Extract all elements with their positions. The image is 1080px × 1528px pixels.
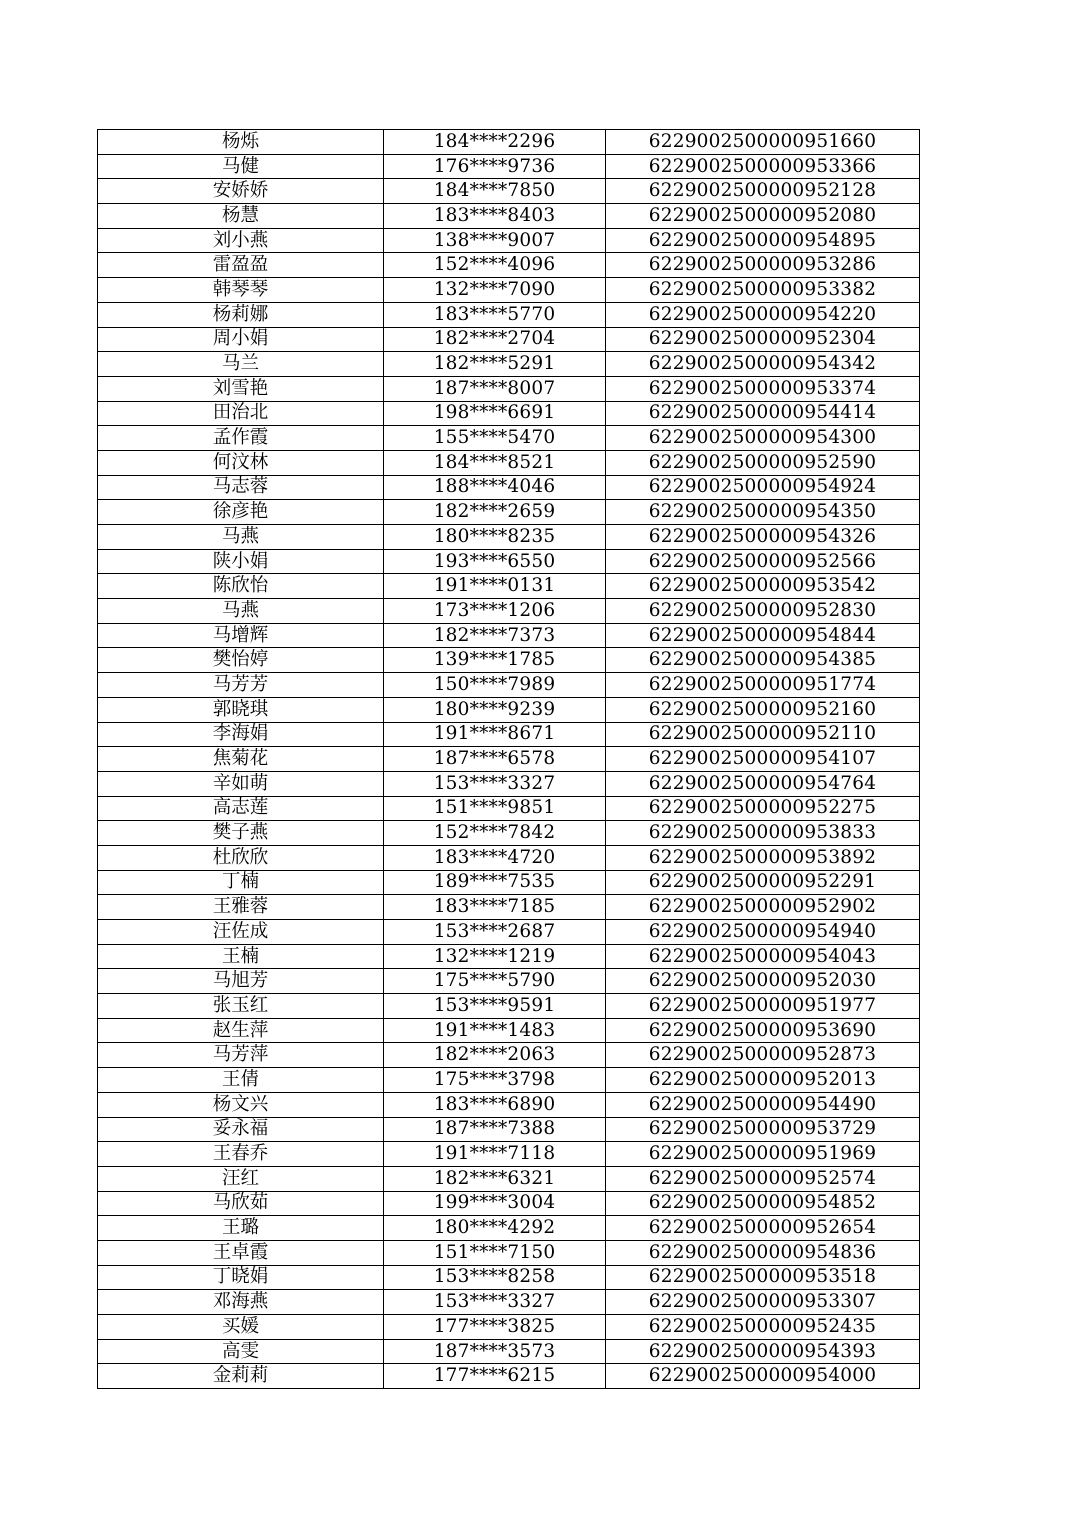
card-number-cell: 6229002500000954895 xyxy=(606,228,920,253)
table-row xyxy=(98,1092,920,1117)
name-cell: 徐彦艳 xyxy=(98,500,384,525)
phone-cell: 152****7842 xyxy=(384,821,606,846)
phone-cell: 139****1785 xyxy=(384,648,606,673)
card-number-cell: 6229002500000953729 xyxy=(606,1117,920,1142)
card-number-cell: 6229002500000954393 xyxy=(606,1339,920,1364)
phone-cell: 153****9591 xyxy=(384,994,606,1019)
phone-cell: 182****6321 xyxy=(384,1166,606,1191)
name-cell: 杨莉娜 xyxy=(98,302,384,327)
card-number-cell: 6229002500000953366 xyxy=(606,154,920,179)
card-number-cell: 6229002500000952160 xyxy=(606,697,920,722)
name-cell: 妥永福 xyxy=(98,1117,384,1142)
table-row xyxy=(98,796,920,821)
table-row xyxy=(98,327,920,352)
table-row xyxy=(98,1191,920,1216)
phone-cell: 191****0131 xyxy=(384,574,606,599)
table-row xyxy=(98,426,920,451)
name-cell: 王卓霞 xyxy=(98,1240,384,1265)
phone-cell: 175****5790 xyxy=(384,969,606,994)
name-cell: 杨慧 xyxy=(98,204,384,229)
table-row xyxy=(98,994,920,1019)
table-row xyxy=(98,278,920,303)
phone-cell: 191****7118 xyxy=(384,1142,606,1167)
phone-cell: 153****2687 xyxy=(384,920,606,945)
name-cell: 何汶林 xyxy=(98,450,384,475)
table-row xyxy=(98,1240,920,1265)
table-row xyxy=(98,1290,920,1315)
table-row xyxy=(98,549,920,574)
card-number-cell: 6229002500000952030 xyxy=(606,969,920,994)
name-cell: 焦菊花 xyxy=(98,747,384,772)
phone-cell: 183****5770 xyxy=(384,302,606,327)
phone-cell: 173****1206 xyxy=(384,599,606,624)
table-row xyxy=(98,870,920,895)
card-number-cell: 6229002500000952291 xyxy=(606,870,920,895)
name-cell: 刘小燕 xyxy=(98,228,384,253)
phone-cell: 187****7388 xyxy=(384,1117,606,1142)
phone-cell: 152****4096 xyxy=(384,253,606,278)
card-number-cell: 6229002500000954940 xyxy=(606,920,920,945)
card-number-cell: 6229002500000954300 xyxy=(606,426,920,451)
table-row xyxy=(98,623,920,648)
phone-cell: 187****6578 xyxy=(384,747,606,772)
card-number-cell: 6229002500000953892 xyxy=(606,845,920,870)
name-cell: 李海娟 xyxy=(98,722,384,747)
table-row xyxy=(98,302,920,327)
phone-cell: 176****9736 xyxy=(384,154,606,179)
card-number-cell: 6229002500000952435 xyxy=(606,1315,920,1340)
card-number-cell: 6229002500000952574 xyxy=(606,1166,920,1191)
card-number-cell: 6229002500000952275 xyxy=(606,796,920,821)
phone-cell: 184****8521 xyxy=(384,450,606,475)
phone-cell: 183****4720 xyxy=(384,845,606,870)
table-row xyxy=(98,1043,920,1068)
name-cell: 陈欣怡 xyxy=(98,574,384,599)
table-row xyxy=(98,228,920,253)
phone-cell: 191****8671 xyxy=(384,722,606,747)
name-cell: 高志莲 xyxy=(98,796,384,821)
name-cell: 马旭芳 xyxy=(98,969,384,994)
table-row xyxy=(98,1265,920,1290)
card-number-cell: 6229002500000954000 xyxy=(606,1364,920,1389)
card-number-cell: 6229002500000952304 xyxy=(606,327,920,352)
card-number-cell: 6229002500000953542 xyxy=(606,574,920,599)
name-cell: 高雯 xyxy=(98,1339,384,1364)
name-cell: 田治北 xyxy=(98,401,384,426)
card-number-cell: 6229002500000953286 xyxy=(606,253,920,278)
table-row xyxy=(98,648,920,673)
card-number-cell: 6229002500000953833 xyxy=(606,821,920,846)
name-cell: 韩琴琴 xyxy=(98,278,384,303)
card-number-cell: 6229002500000954844 xyxy=(606,623,920,648)
phone-cell: 132****7090 xyxy=(384,278,606,303)
table-row xyxy=(98,697,920,722)
phone-cell: 132****1219 xyxy=(384,944,606,969)
name-cell: 赵生萍 xyxy=(98,1018,384,1043)
name-cell: 王楠 xyxy=(98,944,384,969)
card-number-cell: 6229002500000954220 xyxy=(606,302,920,327)
table-row xyxy=(98,475,920,500)
phone-cell: 175****3798 xyxy=(384,1068,606,1093)
name-cell: 买媛 xyxy=(98,1315,384,1340)
name-cell: 马芳芳 xyxy=(98,673,384,698)
card-number-cell: 6229002500000953690 xyxy=(606,1018,920,1043)
name-cell: 王雅蓉 xyxy=(98,895,384,920)
phone-cell: 153****8258 xyxy=(384,1265,606,1290)
table-row xyxy=(98,574,920,599)
card-number-cell: 6229002500000954107 xyxy=(606,747,920,772)
phone-cell: 187****3573 xyxy=(384,1339,606,1364)
phone-cell: 183****7185 xyxy=(384,895,606,920)
card-number-cell: 6229002500000954836 xyxy=(606,1240,920,1265)
name-cell: 樊怡婷 xyxy=(98,648,384,673)
name-cell: 安娇娇 xyxy=(98,179,384,204)
table-row xyxy=(98,771,920,796)
table-row xyxy=(98,722,920,747)
phone-cell: 182****2704 xyxy=(384,327,606,352)
card-number-cell: 6229002500000954043 xyxy=(606,944,920,969)
card-number-cell: 6229002500000954924 xyxy=(606,475,920,500)
card-number-cell: 6229002500000954385 xyxy=(606,648,920,673)
table-row xyxy=(98,599,920,624)
name-cell: 马兰 xyxy=(98,352,384,377)
name-cell: 樊子燕 xyxy=(98,821,384,846)
card-number-cell: 6229002500000952654 xyxy=(606,1216,920,1241)
card-number-cell: 6229002500000952128 xyxy=(606,179,920,204)
table-row xyxy=(98,525,920,550)
phone-cell: 177****6215 xyxy=(384,1364,606,1389)
table-row xyxy=(98,895,920,920)
name-cell: 辛如萌 xyxy=(98,771,384,796)
table-row xyxy=(98,1068,920,1093)
card-number-cell: 6229002500000952902 xyxy=(606,895,920,920)
phone-cell: 189****7535 xyxy=(384,870,606,895)
card-number-cell: 6229002500000954490 xyxy=(606,1092,920,1117)
name-cell: 陕小娟 xyxy=(98,549,384,574)
roster-table-body xyxy=(98,130,920,1389)
table-row xyxy=(98,154,920,179)
name-cell: 汪红 xyxy=(98,1166,384,1191)
roster-table xyxy=(97,129,920,1389)
name-cell: 杨文兴 xyxy=(98,1092,384,1117)
table-row xyxy=(98,747,920,772)
phone-cell: 153****3327 xyxy=(384,1290,606,1315)
table-row xyxy=(98,500,920,525)
card-number-cell: 6229002500000953518 xyxy=(606,1265,920,1290)
table-row xyxy=(98,920,920,945)
name-cell: 马健 xyxy=(98,154,384,179)
phone-cell: 191****1483 xyxy=(384,1018,606,1043)
card-number-cell: 6229002500000952873 xyxy=(606,1043,920,1068)
name-cell: 丁晓娟 xyxy=(98,1265,384,1290)
name-cell: 马燕 xyxy=(98,599,384,624)
card-number-cell: 6229002500000953382 xyxy=(606,278,920,303)
table-row xyxy=(98,253,920,278)
table-row xyxy=(98,969,920,994)
table-row xyxy=(98,179,920,204)
table-row xyxy=(98,1117,920,1142)
name-cell: 马欣茹 xyxy=(98,1191,384,1216)
phone-cell: 198****6691 xyxy=(384,401,606,426)
phone-cell: 153****3327 xyxy=(384,771,606,796)
name-cell: 张玉红 xyxy=(98,994,384,1019)
phone-cell: 184****2296 xyxy=(384,130,606,155)
card-number-cell: 6229002500000953307 xyxy=(606,1290,920,1315)
name-cell: 刘雪艳 xyxy=(98,376,384,401)
card-number-cell: 6229002500000954342 xyxy=(606,352,920,377)
card-number-cell: 6229002500000954326 xyxy=(606,525,920,550)
phone-cell: 180****8235 xyxy=(384,525,606,550)
card-number-cell: 6229002500000952830 xyxy=(606,599,920,624)
table-row xyxy=(98,1315,920,1340)
card-number-cell: 6229002500000951660 xyxy=(606,130,920,155)
table-row xyxy=(98,204,920,229)
table-row xyxy=(98,1018,920,1043)
name-cell: 周小娟 xyxy=(98,327,384,352)
phone-cell: 199****3004 xyxy=(384,1191,606,1216)
table-row xyxy=(98,376,920,401)
table-row xyxy=(98,450,920,475)
name-cell: 邓海燕 xyxy=(98,1290,384,1315)
phone-cell: 183****8403 xyxy=(384,204,606,229)
card-number-cell: 6229002500000953374 xyxy=(606,376,920,401)
name-cell: 马燕 xyxy=(98,525,384,550)
card-number-cell: 6229002500000951977 xyxy=(606,994,920,1019)
table-row xyxy=(98,845,920,870)
phone-cell: 183****6890 xyxy=(384,1092,606,1117)
card-number-cell: 6229002500000952013 xyxy=(606,1068,920,1093)
card-number-cell: 6229002500000951969 xyxy=(606,1142,920,1167)
card-number-cell: 6229002500000954350 xyxy=(606,500,920,525)
phone-cell: 151****9851 xyxy=(384,796,606,821)
phone-cell: 177****3825 xyxy=(384,1315,606,1340)
phone-cell: 182****5291 xyxy=(384,352,606,377)
name-cell: 郭晓琪 xyxy=(98,697,384,722)
phone-cell: 155****5470 xyxy=(384,426,606,451)
phone-cell: 150****7989 xyxy=(384,673,606,698)
phone-cell: 180****9239 xyxy=(384,697,606,722)
name-cell: 丁楠 xyxy=(98,870,384,895)
phone-cell: 193****6550 xyxy=(384,549,606,574)
phone-cell: 138****9007 xyxy=(384,228,606,253)
table-row xyxy=(98,944,920,969)
name-cell: 王璐 xyxy=(98,1216,384,1241)
name-cell: 金莉莉 xyxy=(98,1364,384,1389)
table-row xyxy=(98,1166,920,1191)
card-number-cell: 6229002500000951774 xyxy=(606,673,920,698)
card-number-cell: 6229002500000954414 xyxy=(606,401,920,426)
phone-cell: 182****2063 xyxy=(384,1043,606,1068)
name-cell: 孟作霞 xyxy=(98,426,384,451)
phone-cell: 187****8007 xyxy=(384,376,606,401)
phone-cell: 182****2659 xyxy=(384,500,606,525)
name-cell: 雷盈盈 xyxy=(98,253,384,278)
name-cell: 马增辉 xyxy=(98,623,384,648)
name-cell: 马芳萍 xyxy=(98,1043,384,1068)
phone-cell: 184****7850 xyxy=(384,179,606,204)
table-row xyxy=(98,673,920,698)
table-row xyxy=(98,1142,920,1167)
table-row xyxy=(98,352,920,377)
table-row xyxy=(98,1339,920,1364)
name-cell: 杨烁 xyxy=(98,130,384,155)
name-cell: 王春乔 xyxy=(98,1142,384,1167)
card-number-cell: 6229002500000952566 xyxy=(606,549,920,574)
card-number-cell: 6229002500000954764 xyxy=(606,771,920,796)
name-cell: 马志蓉 xyxy=(98,475,384,500)
phone-cell: 180****4292 xyxy=(384,1216,606,1241)
name-cell: 汪佐成 xyxy=(98,920,384,945)
table-row xyxy=(98,401,920,426)
table-row xyxy=(98,1216,920,1241)
card-number-cell: 6229002500000954852 xyxy=(606,1191,920,1216)
card-number-cell: 6229002500000952080 xyxy=(606,204,920,229)
name-cell: 王倩 xyxy=(98,1068,384,1093)
table-row xyxy=(98,821,920,846)
phone-cell: 188****4046 xyxy=(384,475,606,500)
card-number-cell: 6229002500000952110 xyxy=(606,722,920,747)
name-cell: 杜欣欣 xyxy=(98,845,384,870)
table-row xyxy=(98,130,920,155)
phone-cell: 151****7150 xyxy=(384,1240,606,1265)
card-number-cell: 6229002500000952590 xyxy=(606,450,920,475)
table-row xyxy=(98,1364,920,1389)
phone-cell: 182****7373 xyxy=(384,623,606,648)
